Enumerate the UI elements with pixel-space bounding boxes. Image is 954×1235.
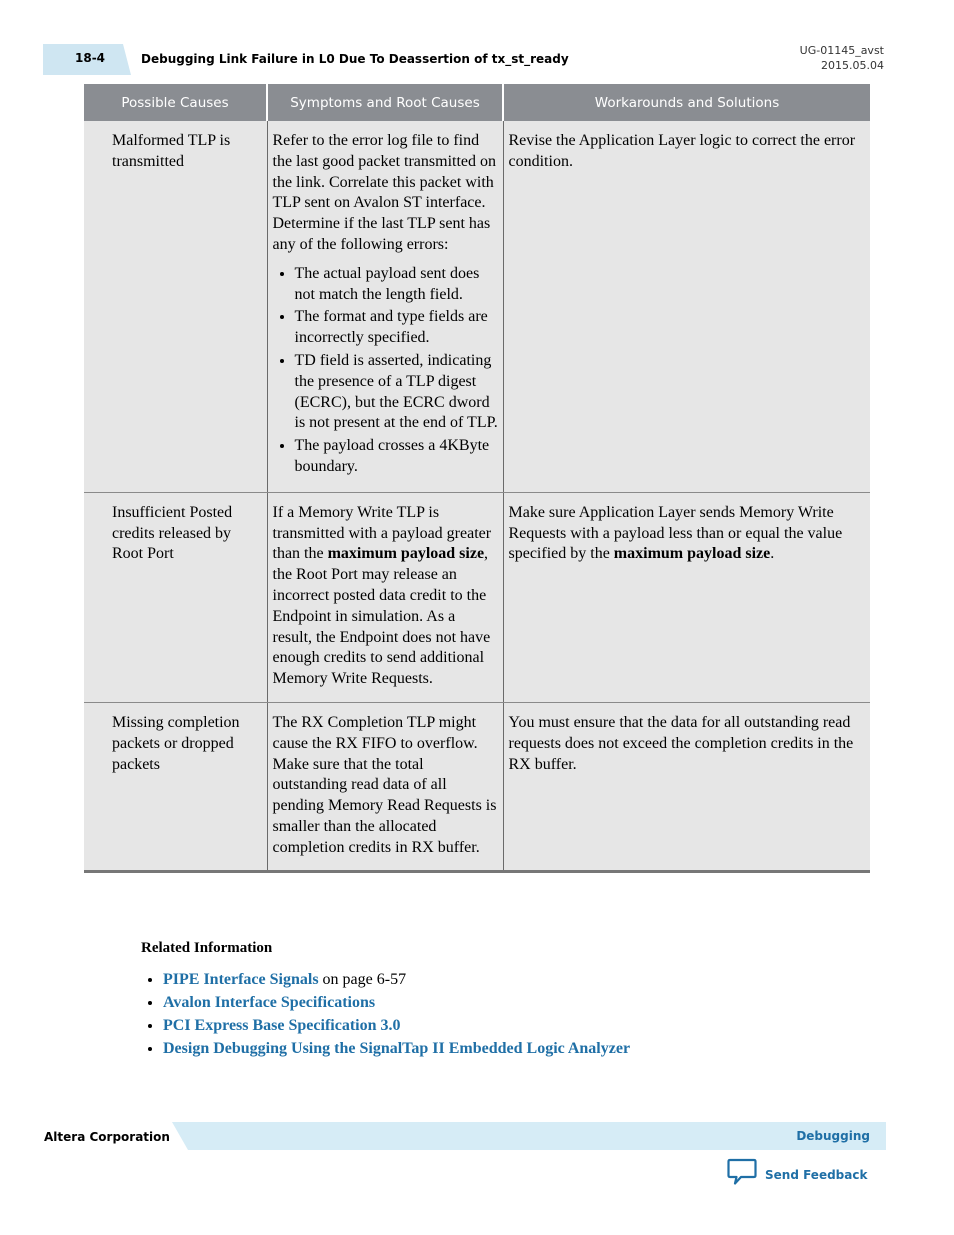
related-link[interactable]: PCI Express Base Specification 3.0 xyxy=(163,1017,401,1034)
cause-cell: Malformed TLP is transmitted xyxy=(84,121,267,492)
emphasis-term: maximum payload size xyxy=(327,545,485,563)
symptom-text: , the Root Port may release an incorrect posted data credit to the Endpoint in simulation. As a result, the Endpoint does not have enough credits to send additional Memory Write Requests. xyxy=(272,545,491,688)
workaround-cell: Revise the Application Layer logic to correct the error condition. xyxy=(503,121,870,492)
list-item xyxy=(163,991,630,1014)
symptom-cell xyxy=(267,492,503,702)
related-link[interactable]: Design Debugging Using the SignalTap II Embedded Logic Analyzer xyxy=(163,1040,631,1057)
list-item: • The payload crosses a 4KByte boundary. xyxy=(295,436,499,478)
table-header-row xyxy=(84,84,870,121)
related-link[interactable]: PIPE Interface Signals xyxy=(163,971,319,988)
doc-info xyxy=(800,43,884,73)
table-row xyxy=(84,702,870,871)
causes-table xyxy=(84,84,870,873)
related-links-list xyxy=(141,968,630,1060)
list-item xyxy=(163,1037,630,1060)
link-suffix: on page 6-57 xyxy=(318,971,407,988)
table-row xyxy=(84,121,870,492)
cause-cell: Missing completion packets or dropped packets xyxy=(84,702,267,871)
workaround-cell xyxy=(503,492,870,702)
list-item: • The actual payload sent does not match the length field. xyxy=(295,264,499,306)
emphasis-term: maximum payload size xyxy=(613,545,771,563)
symptom-cell: The RX Completion TLP might cause the RX FIFO to overflow. Make sure that the total outstanding read data of all pending Memory Read Requests is smaller than the allocated completion credits in RX buffer. xyxy=(267,702,503,871)
list-item: • The format and type fields are incorrectly specified. xyxy=(295,307,499,349)
related-information-heading: Related Information xyxy=(141,940,273,956)
page-title: Debugging Link Failure in L0 Due To Deassertion of tx_st_ready xyxy=(141,52,569,66)
send-feedback-label: Send Feedback xyxy=(765,1167,868,1182)
footer-band xyxy=(172,1122,886,1150)
symptom-cell xyxy=(267,121,503,492)
workaround-text: . xyxy=(770,545,775,563)
list-item xyxy=(163,968,630,991)
cause-cell: Insufficient Posted credits released by Root Port xyxy=(84,492,267,702)
column-header: Workarounds and Solutions xyxy=(503,84,870,121)
related-link[interactable]: Avalon Interface Specifications xyxy=(163,994,376,1011)
list-item xyxy=(163,1014,630,1037)
doc-date: 2015.05.04 xyxy=(821,59,884,72)
symptom-text: Refer to the error log file to find the last good packet transmitted on the link. Correlate this packet with TLP sent on Avalon ST interface. Determine if the last TLP sent has any of the following errors: xyxy=(272,132,496,253)
send-feedback-button[interactable] xyxy=(727,1158,867,1191)
column-header: Symptoms and Root Causes xyxy=(267,84,503,121)
symptom-text: If a Memory Write TLP is transmitted with a payload greater than the xyxy=(272,503,492,563)
symptom-bullet-list xyxy=(273,264,499,478)
workaround-text: Make sure Application Layer sends Memory Write Requests with a payload less than or equal the value specified by the xyxy=(508,503,843,563)
speech-bubble-icon xyxy=(727,1158,757,1191)
doc-id: UG-01145_avst xyxy=(799,44,884,57)
footer-section-link[interactable]: Debugging xyxy=(796,1129,870,1143)
workaround-cell: You must ensure that the data for all outstanding read requests does not exceed the completion credits in the RX buffer. xyxy=(503,702,870,871)
list-item: • TD field is asserted, indicating the presence of a TLP digest (ECRC), but the ECRC dword is not present at the end of TLP. xyxy=(295,351,499,434)
page-number: 18-4 xyxy=(75,51,106,65)
table-row xyxy=(84,492,870,702)
column-header: Possible Causes xyxy=(84,84,267,121)
footer-company: Altera Corporation xyxy=(44,1130,170,1144)
